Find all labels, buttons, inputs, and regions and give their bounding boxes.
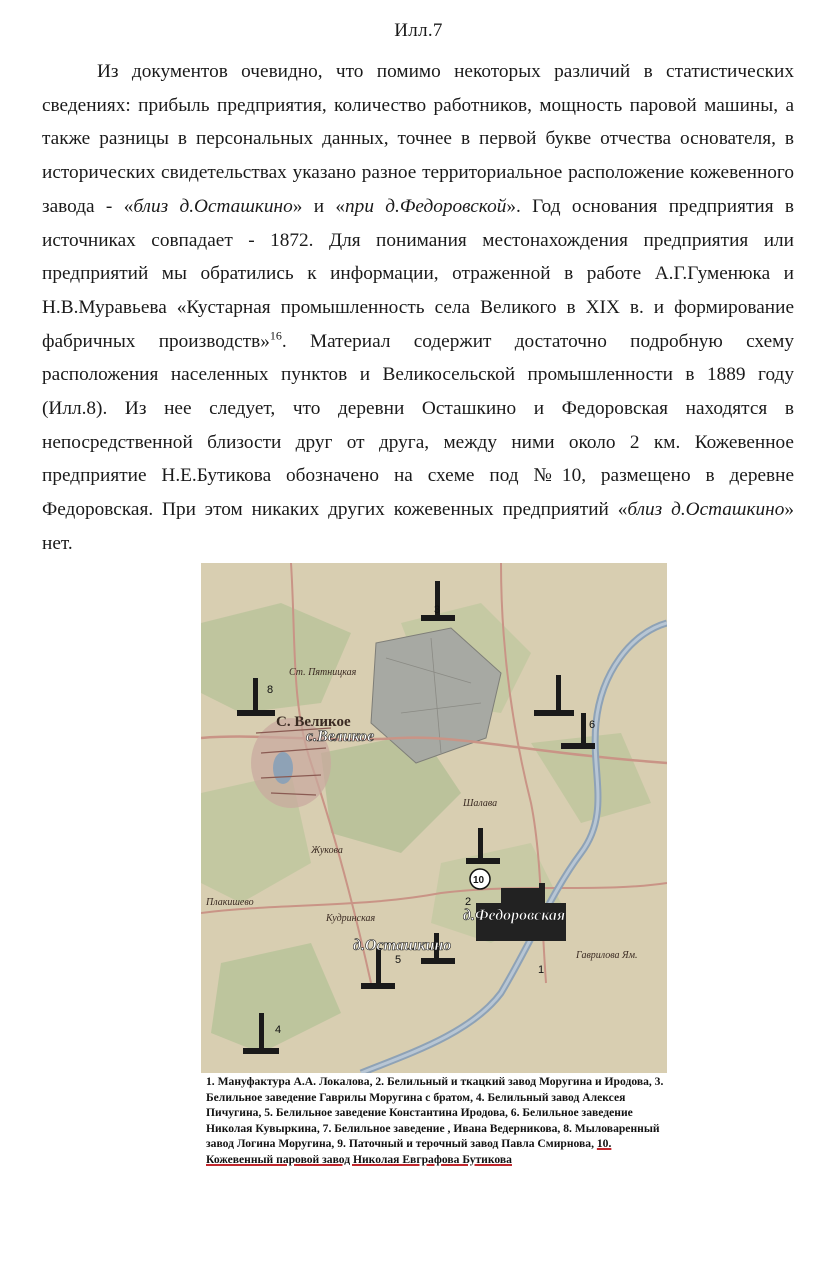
svg-text:Шалава: Шалава — [463, 798, 498, 809]
svg-text:С. Великое: С. Великое — [276, 714, 351, 730]
caption-text: 1. Мануфактура А.А. Локалова, 2. Белильный и ткацкий завод Моругина и Иродова, 3. Белильное заведение Гаврилы Моругина с братом, 4. Белильный завод Алексея Пичугина, 5. Белильное заведение Константина Иродова, 6. Белильное заведение Николая Кувыркина, 7. Белильное заведение , Ивана Ведерникова, 8. Мыловаренный завод Логина Моругина, 9. Паточный и терочный завод Павла Смирнова, — [206, 1075, 664, 1151]
paragraph-part1: Из документов очевидно, что помимо некоторых различий в статистических сведениях: прибыль предприятия, количество работников, мощность паровой машины, а также разницы в персональных данных, точнее в первой букве отчества основателя, в исторических свидетельствах указано разное территориальное расположение кожевенного завода - « — [42, 61, 794, 217]
map-svg — [201, 563, 667, 1073]
label-ostashkino: д.Осташкино — [353, 937, 452, 954]
paragraph-part5: » нет. — [42, 499, 794, 554]
svg-text:10: 10 — [473, 875, 485, 886]
historical-map — [201, 563, 667, 1073]
svg-text:6: 6 — [589, 719, 596, 731]
svg-text:3: 3 — [434, 604, 441, 616]
svg-text:1: 1 — [538, 964, 545, 976]
paragraph-part3: ». Год основания предприятия в источниках совпадает - 1872. Для понимания местонахождения предприятия или предприятий мы обратились к информации, отраженной в работе А.Г.Гуменюка и Н.В.Муравьева «Кустарная промышленность села Великого в XIX в. и формирование фабричных производств» — [42, 195, 795, 352]
svg-text:Кудринская: Кудринская — [326, 913, 376, 924]
quote-fedorovskaya: при д.Федоровской — [345, 195, 507, 217]
label-fedorovskaya: д.Федоровская — [463, 907, 566, 924]
caption-highlight: 10. Кожевенный паровой завод Николая Евграфова Бутикова — [206, 1137, 612, 1166]
paragraph-part4: . Материал содержит достаточно подробную схему расположения населенных пунктов и Великосельской промышленности в 1889 году (Илл.8). Из нее следует, что деревни Осташкино и Федоровская находятся в непосредственной близости друг от друга, между ними около 2 км. Кожевенное предприятие Н.Е.Бутикова обозначено на схеме под №10, размещено в деревне Федоровская. При этом никаких других кожевенных предприятий « — [42, 330, 794, 521]
svg-text:Жукова: Жукова — [311, 845, 343, 856]
svg-text:4: 4 — [275, 1024, 282, 1036]
illustration-title: Илл.7 — [394, 20, 443, 41]
map-caption — [206, 1074, 666, 1168]
body-paragraph — [42, 55, 794, 561]
svg-text:5: 5 — [395, 954, 402, 966]
quote-ostashkino-2: близ д.Осташкино — [627, 499, 785, 521]
footnote-ref[interactable]: 16 — [269, 328, 282, 343]
svg-text:8: 8 — [267, 684, 274, 696]
svg-text:Гаврилова Ям.: Гаврилова Ям. — [576, 950, 638, 961]
quote-ostashkino: близ д.Осташкино — [133, 195, 293, 217]
svg-text:Ст. Пятницкая: Ст. Пятницкая — [289, 667, 357, 678]
svg-text:Плакишево: Плакишево — [206, 897, 254, 908]
paragraph-part2: » и « — [292, 195, 346, 217]
svg-text:2: 2 — [465, 896, 472, 908]
label-velikoe: с.Великое — [306, 728, 375, 745]
